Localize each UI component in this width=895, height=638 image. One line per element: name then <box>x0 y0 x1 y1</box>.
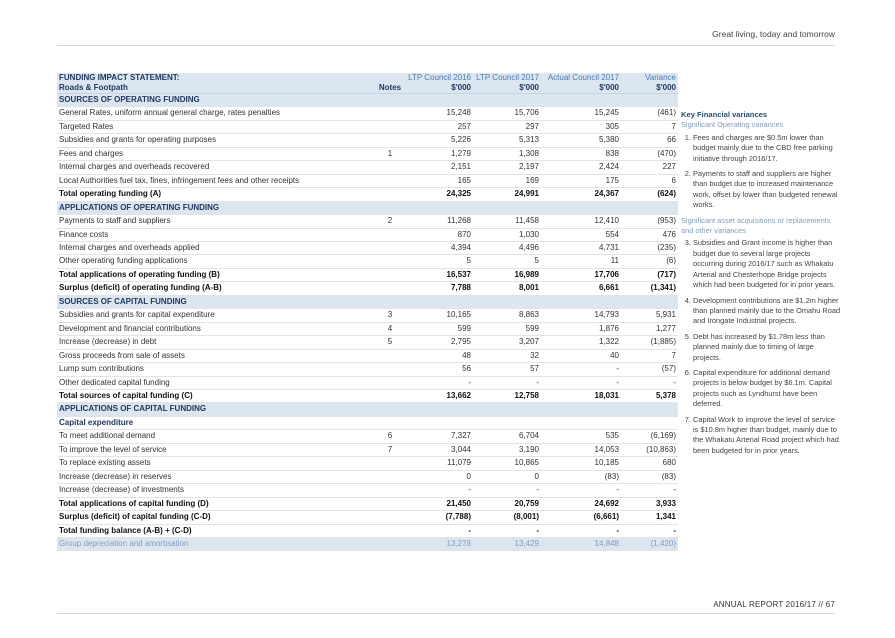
cell-actual2017: 11 <box>541 255 621 268</box>
cell-ltp2016: - <box>405 484 473 497</box>
cell-ltp2017: 6,704 <box>473 430 541 443</box>
cell-ltp2016: 257 <box>405 120 473 133</box>
key-variances-panel <box>681 110 841 461</box>
cell-variance <box>621 295 678 308</box>
cell-ltp2016: 165 <box>405 174 473 187</box>
cell-ltp2016: 24,325 <box>405 188 473 201</box>
cell-ltp2016: - <box>405 524 473 537</box>
row-label: Payments to staff and suppliers <box>57 215 375 228</box>
variance-note-5: 5. Debt has increased by $1.78m less than planned mainly due to timing of large projects. <box>693 332 841 363</box>
col-unit-actual2017: $'000 <box>541 83 621 94</box>
cell-ltp2016: 21,450 <box>405 497 473 510</box>
table-row <box>57 309 678 322</box>
cell-actual2017 <box>541 295 621 308</box>
row-label: To replace existing assets <box>57 457 375 470</box>
cell-actual2017: 838 <box>541 147 621 160</box>
cell-ltp2017: 11,458 <box>473 215 541 228</box>
cell-variance <box>621 94 678 107</box>
row-label: Group depreciation and amortisation <box>57 537 375 550</box>
table-row <box>57 322 678 335</box>
cell-variance: (624) <box>621 188 678 201</box>
row-label: Fees and charges <box>57 147 375 160</box>
cell-variance <box>621 416 678 429</box>
row-note <box>375 416 405 429</box>
row-note: 7 <box>375 443 405 456</box>
cell-variance: 7 <box>621 349 678 362</box>
cell-ltp2017: 8,863 <box>473 309 541 322</box>
col-header-ltp2017: LTP Council 2017 <box>473 73 541 83</box>
cell-variance: 227 <box>621 161 678 174</box>
cell-variance: (6) <box>621 255 678 268</box>
col-unit-ltp2016: $'000 <box>405 83 473 94</box>
cell-actual2017: - <box>541 484 621 497</box>
cell-actual2017: 24,692 <box>541 497 621 510</box>
cell-ltp2016: 48 <box>405 349 473 362</box>
cell-actual2017: 40 <box>541 349 621 362</box>
cell-ltp2016: 11,079 <box>405 457 473 470</box>
cell-ltp2017: 32 <box>473 349 541 362</box>
cell-actual2017: 14,848 <box>541 537 621 550</box>
cell-variance: (717) <box>621 268 678 281</box>
page-tagline: Great living, today and tomorrow <box>712 29 835 39</box>
cell-actual2017: (6,661) <box>541 511 621 524</box>
page-footer: ANNUAL REPORT 2016/17 // 67 <box>713 600 835 609</box>
table-row <box>57 241 678 254</box>
row-label: Total sources of capital funding (C) <box>57 389 375 402</box>
row-label: Total applications of capital funding (D) <box>57 497 375 510</box>
operating-variances-subheading: Significant Operating variances <box>681 120 784 130</box>
row-label: Increase (decrease) of investments <box>57 484 375 497</box>
notes-header-spacer <box>375 73 405 83</box>
row-note <box>375 470 405 483</box>
cell-variance: (953) <box>621 215 678 228</box>
row-label: SOURCES OF CAPITAL FUNDING <box>57 295 375 308</box>
cell-ltp2017: 57 <box>473 363 541 376</box>
cell-variance: (83) <box>621 470 678 483</box>
cell-ltp2016: 16,537 <box>405 268 473 281</box>
row-label: Development and financial contributions <box>57 322 375 335</box>
cell-ltp2017: (8,001) <box>473 511 541 524</box>
cell-actual2017: 10,185 <box>541 457 621 470</box>
col-unit-variance: $'000 <box>621 83 678 94</box>
row-label: To improve the level of service <box>57 443 375 456</box>
row-note <box>375 497 405 510</box>
cell-ltp2017: 169 <box>473 174 541 187</box>
cell-ltp2017 <box>473 201 541 214</box>
table-header-row-2 <box>57 83 678 94</box>
table-row <box>57 403 678 416</box>
cell-actual2017: (83) <box>541 470 621 483</box>
operating-variances-list <box>681 133 841 211</box>
row-label: Increase (decrease) in debt <box>57 336 375 349</box>
cell-ltp2016: 3,044 <box>405 443 473 456</box>
row-label: Other dedicated capital funding <box>57 376 375 389</box>
cell-variance <box>621 201 678 214</box>
cell-actual2017: 6,661 <box>541 282 621 295</box>
cell-ltp2017: - <box>473 524 541 537</box>
cell-ltp2017: - <box>473 484 541 497</box>
table-row <box>57 524 678 537</box>
row-label: Subsidies and grants for capital expenditure <box>57 309 375 322</box>
cell-actual2017 <box>541 403 621 416</box>
cell-variance: 7 <box>621 120 678 133</box>
cell-actual2017: 1,876 <box>541 322 621 335</box>
row-note: 3 <box>375 309 405 322</box>
variance-note-6: 6. Capital expenditure for additional demand projects is below budget by $6.1m. Capital projects such as Lyndhurst have been deferred. <box>693 368 841 410</box>
row-note <box>375 511 405 524</box>
table-row <box>57 215 678 228</box>
cell-variance: (10,863) <box>621 443 678 456</box>
variance-note-4: 4. Development contributions are $1.2m higher than planned mainly due to the Omahu Road and Irongate Industrial projects. <box>693 296 841 327</box>
cell-ltp2017: 16,989 <box>473 268 541 281</box>
row-note <box>375 174 405 187</box>
cell-ltp2017: 20,759 <box>473 497 541 510</box>
table-row <box>57 376 678 389</box>
variance-note-1: 1. Fees and charges are $0.5m lower than budget mainly due to the CBD free parking initiative through 2016/17. <box>693 133 841 164</box>
table-row <box>57 201 678 214</box>
row-note <box>375 389 405 402</box>
cell-variance: (470) <box>621 147 678 160</box>
cell-ltp2016: 5,226 <box>405 134 473 147</box>
row-label: Total operating funding (A) <box>57 188 375 201</box>
cell-ltp2017: 10,865 <box>473 457 541 470</box>
table-header-row-1 <box>57 73 678 83</box>
row-note <box>375 120 405 133</box>
row-label: Internal charges and overheads applied <box>57 241 375 254</box>
cell-ltp2017: - <box>473 376 541 389</box>
cell-actual2017: 14,053 <box>541 443 621 456</box>
cell-ltp2016: 4,394 <box>405 241 473 254</box>
table-row <box>57 484 678 497</box>
row-label: To meet additional demand <box>57 430 375 443</box>
cell-ltp2016: 599 <box>405 322 473 335</box>
cell-ltp2017 <box>473 94 541 107</box>
cell-ltp2017: 2,197 <box>473 161 541 174</box>
row-label: APPLICATIONS OF CAPITAL FUNDING <box>57 403 375 416</box>
table-row <box>57 511 678 524</box>
cell-actual2017: 12,410 <box>541 215 621 228</box>
cell-ltp2016: 5 <box>405 255 473 268</box>
table-row <box>57 174 678 187</box>
row-note <box>375 524 405 537</box>
cell-actual2017: 175 <box>541 174 621 187</box>
table-row <box>57 107 678 120</box>
cell-ltp2016: 1,279 <box>405 147 473 160</box>
cell-variance: - <box>621 376 678 389</box>
row-note <box>375 349 405 362</box>
header-divider <box>57 45 835 46</box>
row-label: Surplus (deficit) of capital funding (C-D) <box>57 511 375 524</box>
table-row <box>57 336 678 349</box>
col-header-actual2017: Actual Council 2017 <box>541 73 621 83</box>
cell-ltp2016: 56 <box>405 363 473 376</box>
table-row <box>57 161 678 174</box>
cell-variance: (6,169) <box>621 430 678 443</box>
cell-actual2017: - <box>541 363 621 376</box>
cell-ltp2017: 599 <box>473 322 541 335</box>
row-label: Increase (decrease) in reserves <box>57 470 375 483</box>
cell-ltp2016 <box>405 403 473 416</box>
cell-actual2017: 18,031 <box>541 389 621 402</box>
row-label: Subsidies and grants for operating purposes <box>57 134 375 147</box>
cell-actual2017: 17,706 <box>541 268 621 281</box>
table-row <box>57 228 678 241</box>
row-note <box>375 94 405 107</box>
table-title: FUNDING IMPACT STATEMENT: <box>57 73 375 83</box>
cell-ltp2016: - <box>405 376 473 389</box>
cell-variance: (461) <box>621 107 678 120</box>
row-note <box>375 134 405 147</box>
cell-variance: - <box>621 524 678 537</box>
col-header-variance: Variance <box>621 73 678 83</box>
funding-impact-table <box>57 73 678 551</box>
table-row <box>57 147 678 160</box>
row-note <box>375 255 405 268</box>
cell-ltp2017: 12,758 <box>473 389 541 402</box>
table-row <box>57 268 678 281</box>
notes-header: Notes <box>375 83 405 94</box>
footer-divider <box>57 613 835 614</box>
cell-variance: (1,885) <box>621 336 678 349</box>
cell-variance: (235) <box>621 241 678 254</box>
row-note <box>375 484 405 497</box>
table-row <box>57 295 678 308</box>
cell-actual2017: 24,367 <box>541 188 621 201</box>
variance-note-7: 7. Capital Work to improve the level of service is $10.8m higher than budget, mainly due to the Whakatu Arterial Road project which had been budgeted for in prior years. <box>693 415 841 457</box>
cell-ltp2017: 15,706 <box>473 107 541 120</box>
cell-ltp2017: 24,991 <box>473 188 541 201</box>
row-label: APPLICATIONS OF OPERATING FUNDING <box>57 201 375 214</box>
cell-ltp2017: 1,308 <box>473 147 541 160</box>
table-row <box>57 255 678 268</box>
row-note <box>375 282 405 295</box>
cell-variance: (1,341) <box>621 282 678 295</box>
cell-actual2017: 5,380 <box>541 134 621 147</box>
cell-actual2017: 15,245 <box>541 107 621 120</box>
variance-note-3: 3. Subsidies and Grant income is higher than budget due to several large projects occurring during 2016/17 such as Whakatu Arterial and Chesterhope Bridge projects which had been budgeted for in prior years. <box>693 238 841 290</box>
table-row <box>57 470 678 483</box>
cell-ltp2017: 13,429 <box>473 537 541 550</box>
cell-ltp2016: 2,151 <box>405 161 473 174</box>
row-label: Lump sum contributions <box>57 363 375 376</box>
cell-ltp2016: 870 <box>405 228 473 241</box>
col-header-ltp2016: LTP Council 2016 <box>405 73 473 83</box>
table-row <box>57 389 678 402</box>
cell-ltp2017: 4,496 <box>473 241 541 254</box>
table-row <box>57 282 678 295</box>
table-row <box>57 416 678 429</box>
row-label: Other operating funding applications <box>57 255 375 268</box>
cell-actual2017: 305 <box>541 120 621 133</box>
table-row <box>57 349 678 362</box>
row-label: Total applications of operating funding (B) <box>57 268 375 281</box>
cell-actual2017: 4,731 <box>541 241 621 254</box>
table-row <box>57 497 678 510</box>
cell-variance: 5,378 <box>621 389 678 402</box>
row-label: Local Authorities fuel tax, fines, infringement fees and other receipts <box>57 174 375 187</box>
cell-ltp2016: 0 <box>405 470 473 483</box>
table-row <box>57 94 678 107</box>
row-note: 2 <box>375 215 405 228</box>
cell-actual2017: 535 <box>541 430 621 443</box>
cell-ltp2016: 7,327 <box>405 430 473 443</box>
cell-actual2017: - <box>541 524 621 537</box>
cell-ltp2016 <box>405 416 473 429</box>
row-label: Gross proceeds from sale of assets <box>57 349 375 362</box>
row-note: 6 <box>375 430 405 443</box>
cell-ltp2017: 3,207 <box>473 336 541 349</box>
table-row <box>57 188 678 201</box>
cell-variance: 3,933 <box>621 497 678 510</box>
row-label: SOURCES OF OPERATING FUNDING <box>57 94 375 107</box>
table-row <box>57 457 678 470</box>
row-note <box>375 268 405 281</box>
cell-ltp2017: 5,313 <box>473 134 541 147</box>
cell-variance: 1,341 <box>621 511 678 524</box>
row-note <box>375 228 405 241</box>
row-note <box>375 241 405 254</box>
cell-ltp2017: 0 <box>473 470 541 483</box>
table-row <box>57 363 678 376</box>
cell-ltp2017: 297 <box>473 120 541 133</box>
col-unit-ltp2017: $'000 <box>473 83 541 94</box>
cell-actual2017: 14,793 <box>541 309 621 322</box>
cell-ltp2016: 15,248 <box>405 107 473 120</box>
cell-actual2017 <box>541 416 621 429</box>
row-note <box>375 403 405 416</box>
cell-variance: 1,277 <box>621 322 678 335</box>
cell-variance: 6 <box>621 174 678 187</box>
row-label: Capital expenditure <box>57 416 375 429</box>
row-note: 5 <box>375 336 405 349</box>
row-note <box>375 161 405 174</box>
cell-ltp2016: 2,795 <box>405 336 473 349</box>
cell-ltp2017 <box>473 416 541 429</box>
cell-ltp2016: (7,788) <box>405 511 473 524</box>
cell-actual2017: 1,322 <box>541 336 621 349</box>
variance-note-2: 2. Payments to staff and suppliers are higher than budget due to increased maintenance work, offset by lower than budgeted renewal works. <box>693 169 841 211</box>
cell-ltp2017: 8,001 <box>473 282 541 295</box>
row-label: Internal charges and overheads recovered <box>57 161 375 174</box>
table-row <box>57 443 678 456</box>
cell-variance: 476 <box>621 228 678 241</box>
capital-variances-subheading: Significant asset acquisitions or replacements and other variances <box>681 215 831 236</box>
cell-actual2017: 2,424 <box>541 161 621 174</box>
cell-ltp2016 <box>405 295 473 308</box>
cell-variance: (1,420) <box>621 537 678 550</box>
row-note <box>375 295 405 308</box>
cell-ltp2016: 7,788 <box>405 282 473 295</box>
cell-actual2017: - <box>541 376 621 389</box>
cell-variance: - <box>621 484 678 497</box>
cell-ltp2016: 13,662 <box>405 389 473 402</box>
row-note <box>375 107 405 120</box>
table-row <box>57 537 678 550</box>
row-note <box>375 363 405 376</box>
cell-actual2017 <box>541 94 621 107</box>
row-label: Surplus (deficit) of operating funding (A-B) <box>57 282 375 295</box>
row-note <box>375 201 405 214</box>
cell-actual2017: 554 <box>541 228 621 241</box>
table-row <box>57 430 678 443</box>
cell-ltp2017: 5 <box>473 255 541 268</box>
row-label: General Rates, uniform annual general charge, rates penalties <box>57 107 375 120</box>
table-row <box>57 134 678 147</box>
cell-ltp2017 <box>473 295 541 308</box>
row-note: 1 <box>375 147 405 160</box>
cell-ltp2016: 11,268 <box>405 215 473 228</box>
cell-actual2017 <box>541 201 621 214</box>
row-note <box>375 376 405 389</box>
row-label: Total funding balance (A-B) + (C-D) <box>57 524 375 537</box>
cell-variance: (57) <box>621 363 678 376</box>
capital-variances-list <box>681 238 841 456</box>
cell-ltp2016: 13,278 <box>405 537 473 550</box>
cell-ltp2017 <box>473 403 541 416</box>
row-note: 4 <box>375 322 405 335</box>
cell-variance: 5,931 <box>621 309 678 322</box>
table-subtitle: Roads & Footpath <box>57 83 375 94</box>
variances-heading: Key Financial variances <box>681 110 768 119</box>
cell-ltp2016 <box>405 94 473 107</box>
table-row <box>57 120 678 133</box>
cell-ltp2016: 10,165 <box>405 309 473 322</box>
cell-variance <box>621 403 678 416</box>
cell-variance: 66 <box>621 134 678 147</box>
row-note <box>375 188 405 201</box>
row-label: Targeted Rates <box>57 120 375 133</box>
cell-variance: 680 <box>621 457 678 470</box>
cell-ltp2016 <box>405 201 473 214</box>
row-label: Finance costs <box>57 228 375 241</box>
cell-ltp2017: 1,030 <box>473 228 541 241</box>
row-note <box>375 537 405 550</box>
row-note <box>375 457 405 470</box>
cell-ltp2017: 3,190 <box>473 443 541 456</box>
